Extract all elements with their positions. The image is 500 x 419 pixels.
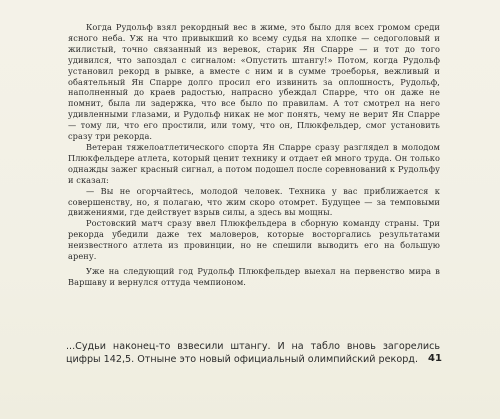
paragraph-3: — Вы не огорчайтесь, молодой человек. Техника у вас приближается к совершенству, но, я полагаю, что жим скоро отомрет. Будущее — за темповыми движениями, где действует взрыв силы, а здесь вы мощны. <box>68 185 440 218</box>
photo-caption: ...Судьи наконец-то взвесили штангу. И на табло вновь загорелись цифры 142,5. Отныне это новый официальный олимпийский рекорд. <box>66 341 440 366</box>
page-number: 41 <box>428 353 442 364</box>
paragraph-1: Когда Рудольф взял рекордный вес в жиме, это было для всех громом среди ясного неба. Уж на что привыкший ко всему судья на хлопке — седоголовый и жилистый, точно связанный из веревок, старик Ян Спарре — и тот до того удивился, что запоздал с сигналом: «Опустить штангу!» Потом, когда Рудольф установил рекорд в рывке, а вместе с ним и в сумме троеборья, вежливый и обаятельный Ян Спарре долго просил его извинить за оплошность, Рудольф, наполненный до краев радостью, напрасно убеждал Спарре, что он даже не помнит, была ли задержка, что все было по правилам. А тот смотрел на него удивленными глазами, и Рудольф никак не мог понять, чему не верит Ян Спарре — тому ли, что его простили, или тому, что он, Плюкфельдер, смог установить сразу три рекорда. <box>68 22 440 142</box>
paragraph-5: Уже на следующий год Рудольф Плюкфельдер выехал на первенство мира в Варшаву и вернулся оттуда чемпионом. <box>68 265 440 287</box>
paragraph-4: Ростовский матч сразу ввел Плюкфельдера в сборную команду страны. Три рекорда убедили даже тех маловеров, которые восторгались результатами неизвестного атлета из провинции, но не спешили выводить его на большую арену. <box>68 218 440 262</box>
main-text-block <box>68 22 440 288</box>
paragraph-2: Ветеран тяжелоатлетического спорта Ян Спарре сразу разглядел в молодом Плюкфельдере атлета, который ценит технику и отдает ей много труда. Он только однажды зажег красный сигнал, а потом подошел после соревнований к Рудольфу и сказал: <box>68 141 440 185</box>
